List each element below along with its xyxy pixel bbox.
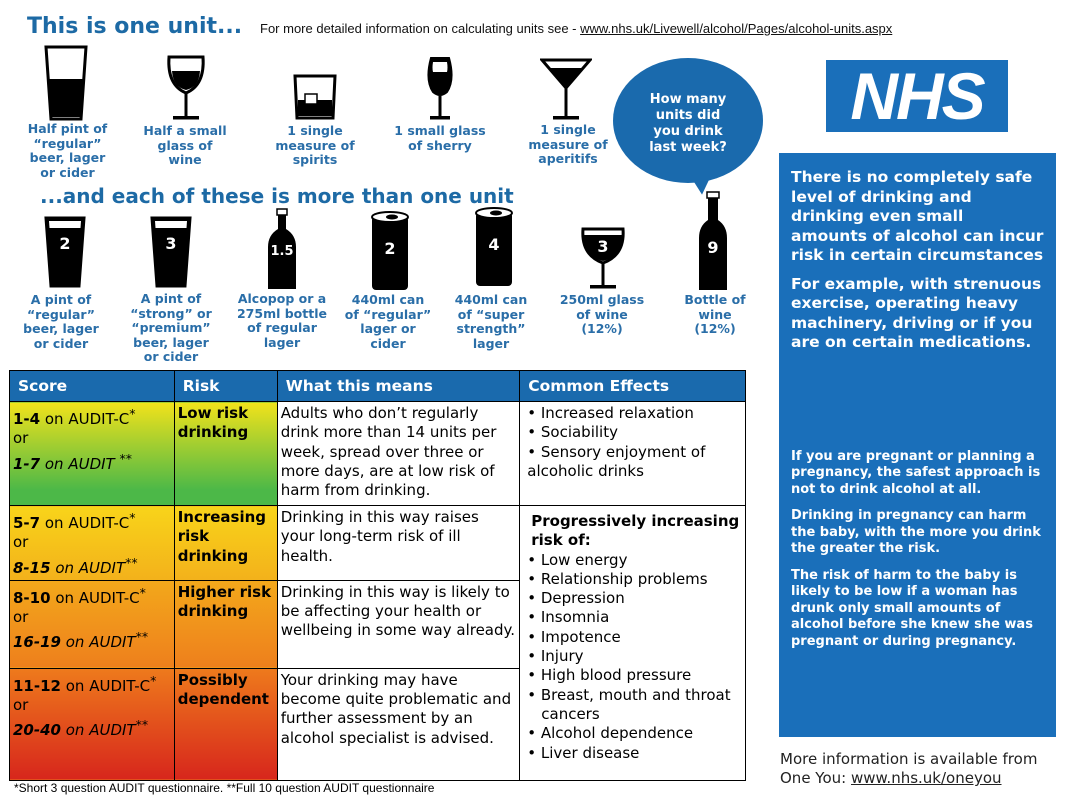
info-prefix: For more detailed information on calculating units see - bbox=[260, 21, 581, 36]
units-label: 3 bbox=[165, 234, 177, 253]
pint-glass-icon bbox=[44, 45, 88, 121]
caption-pint: A pint of “regular” beer, lager or cider bbox=[23, 292, 99, 351]
units-label: 2 bbox=[59, 234, 71, 253]
caption-half-pint: Half pint of “regular” beer, lager or cider bbox=[27, 121, 108, 180]
panel-examples: For example, with strenuous exercise, operating heavy machinery, driving or if you are on certain medications. bbox=[791, 274, 1042, 351]
meaning-cell: Your drinking may have become quite problematic and further assessment by an alcohol specialist is advised. bbox=[277, 668, 520, 780]
effects-low-cell: • Increased relaxation • Sociability • Sensory enjoyment of alcoholic drinks bbox=[520, 402, 746, 506]
speech-bubble-text: How many units did you drink last week? bbox=[649, 92, 727, 155]
header-effects: Common Effects bbox=[520, 371, 746, 402]
risk-cell: Low risk drinking bbox=[174, 402, 277, 506]
units-label: 1.5 bbox=[270, 244, 294, 259]
units-label: 4 bbox=[488, 235, 500, 254]
panel-pregnancy: If you are pregnant or planning a pregnancy, the safest approach is not to drink alcohol at all. bbox=[791, 448, 1041, 497]
sherry-glass-icon bbox=[425, 56, 455, 122]
spirits-glass-icon bbox=[293, 74, 337, 120]
score-cell: 5-7 on AUDIT-C* or 8-15 on AUDIT** bbox=[10, 506, 175, 581]
risk-cell: Higher risk drinking bbox=[174, 580, 277, 668]
info-panel bbox=[779, 153, 1056, 737]
caption-wine: Half a small glass of wine bbox=[143, 123, 227, 167]
meaning-cell: Drinking in this way raises your long-term risk of ill health. bbox=[277, 506, 520, 581]
wine-glass-icon bbox=[165, 55, 207, 121]
caption-sherry: 1 small glass of sherry bbox=[394, 123, 486, 153]
alcohol-units-link[interactable]: www.nhs.uk/Livewell/alcohol/Pages/alcohol-units.aspx bbox=[580, 21, 893, 36]
page-title: This is one unit... bbox=[27, 14, 243, 39]
caption-wine-bottle: Bottle of wine (12%) bbox=[684, 292, 746, 336]
caption-spirits: 1 single measure of spirits bbox=[275, 123, 355, 167]
header-score: Score bbox=[10, 371, 175, 402]
header-meaning: What this means bbox=[277, 371, 520, 402]
wine-bottle-icon bbox=[697, 190, 729, 292]
audit-risk-table bbox=[9, 370, 746, 781]
units-label: 2 bbox=[384, 239, 396, 258]
martini-glass-icon bbox=[540, 58, 592, 122]
table-row bbox=[10, 506, 746, 581]
subheading: ...and each of these is more than one unit bbox=[40, 184, 514, 208]
header-risk: Risk bbox=[174, 371, 277, 402]
caption-regular-can: 440ml can of “regular” lager or cider bbox=[344, 292, 432, 351]
regular-can-icon bbox=[370, 210, 410, 292]
caption-super-can: 440ml can of “super strength” lager bbox=[454, 292, 528, 351]
meaning-cell: Drinking in this way is likely to be affecting your health or wellbeing in some way already. bbox=[277, 580, 520, 668]
units-label: 9 bbox=[707, 238, 719, 257]
panel-pregnancy-harm: Drinking in pregnancy can harm the baby, with the more you drink the greater the risk. bbox=[791, 508, 1041, 556]
units-label: 3 bbox=[597, 237, 609, 256]
panel-pregnancy-low-risk: The risk of harm to the baby is likely to be low if a woman has drunk only small amounts of alcohol before she knew she was pregnant or during pregnancy. bbox=[791, 567, 1033, 649]
table-row bbox=[10, 402, 746, 506]
footnote: *Short 3 question AUDIT questionnaire. **Full 10 question AUDIT questionnaire bbox=[14, 781, 435, 795]
oneyou-link[interactable]: www.nhs.uk/oneyou bbox=[851, 769, 1002, 787]
caption-strong-pint: A pint of “strong” or “premium” beer, lager or cider bbox=[130, 291, 212, 364]
strong-pint-glass-icon bbox=[150, 216, 192, 288]
score-cell: 8-10 on AUDIT-C* or 16-19 on AUDIT** bbox=[10, 580, 175, 668]
pint-glass-2-units-icon bbox=[44, 216, 86, 288]
risk-cell: Possibly dependent bbox=[174, 668, 277, 780]
effects-high-cell: Progressively increasing risk of: • Low energy • Relationship problems • Depression • Insomnia • Impotence • Injury • High blood pressure • Breast, mouth and throat cancers • Alcohol dependence • Liver disease bbox=[520, 506, 746, 781]
meaning-cell: Adults who don’t regularly drink more than 14 units per week, spread over three or more days, are at low risk of harm from drinking. bbox=[277, 402, 520, 506]
nhs-logo: NHS bbox=[826, 60, 1008, 132]
panel-safe-level: There is no completely safe level of drinking and drinking even small amounts of alcohol can incur risk in certain circumstances bbox=[791, 168, 1044, 264]
caption-wine-glass: 250ml glass of wine (12%) bbox=[559, 292, 645, 336]
score-cell: 1-4 on AUDIT-C* or 1-7 on AUDIT ** bbox=[10, 402, 175, 506]
super-strength-can-icon bbox=[474, 206, 514, 288]
caption-aperitifs: 1 single measure of aperitifs bbox=[528, 122, 608, 166]
alcopop-bottle-icon bbox=[266, 207, 298, 291]
table-header-row bbox=[10, 371, 746, 402]
info-note bbox=[260, 21, 892, 36]
more-info: More information is available from One You: www.nhs.uk/oneyou bbox=[780, 750, 1038, 787]
large-wine-glass-icon bbox=[580, 227, 626, 291]
score-cell: 11-12 on AUDIT-C* or 20-40 on AUDIT** bbox=[10, 668, 175, 780]
caption-alcopop: Alcopop or a 275ml bottle of regular lager bbox=[236, 291, 327, 350]
risk-cell: Increasing risk drinking bbox=[174, 506, 277, 581]
